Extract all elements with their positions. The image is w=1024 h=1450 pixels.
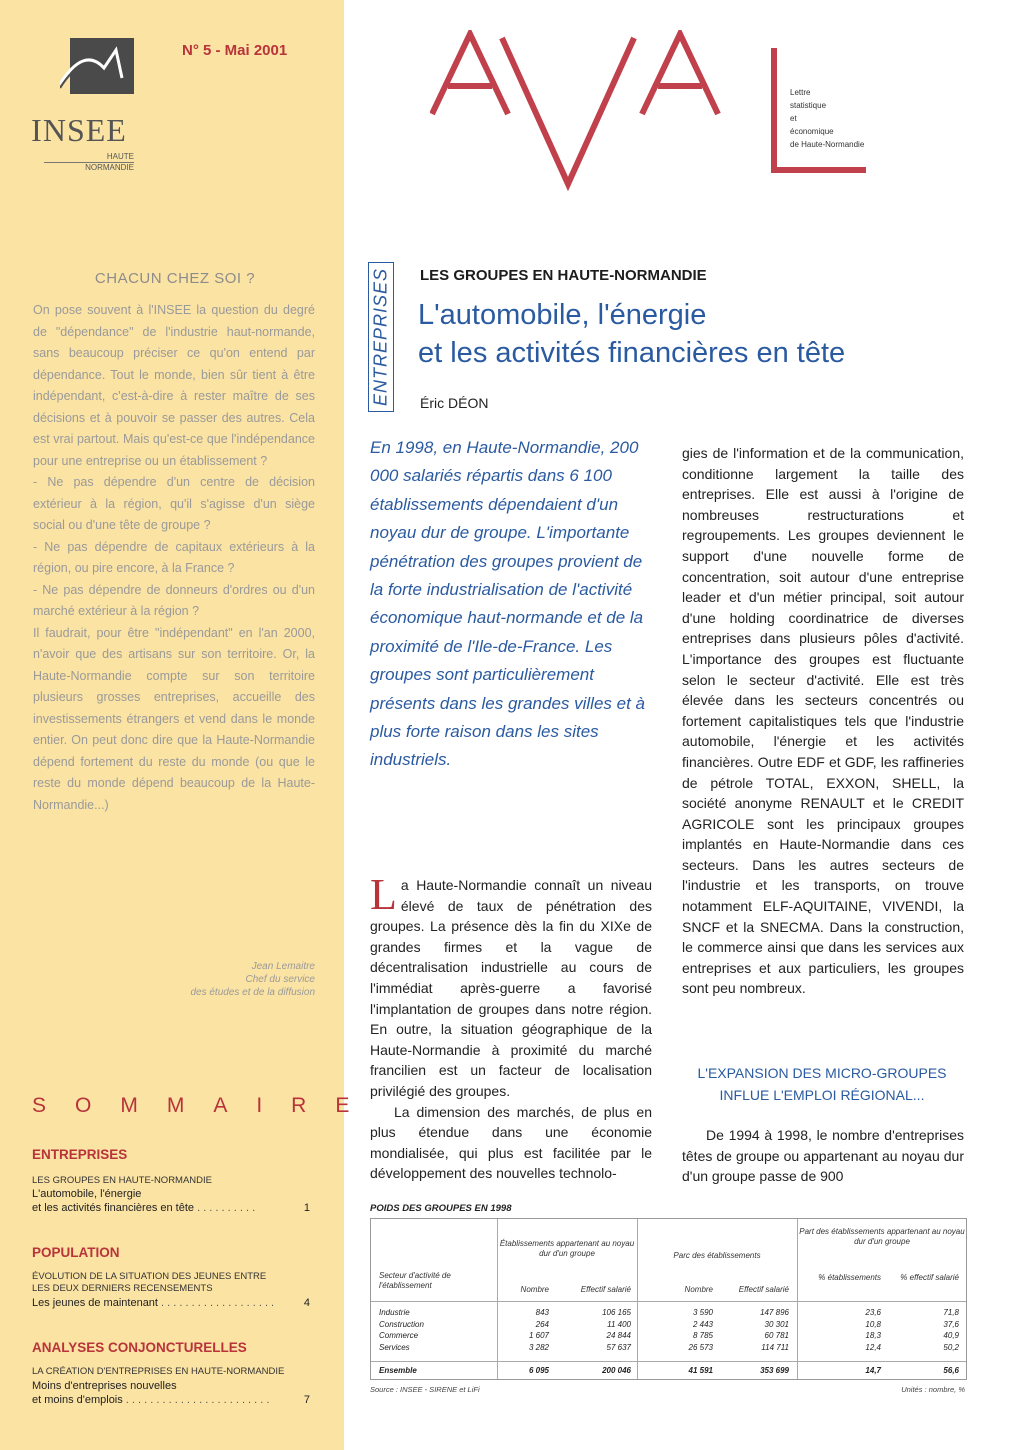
toc-section-population: POPULATION	[32, 1245, 120, 1260]
toc-subtitle: LA CRÉATION D'ENTREPRISES EN HAUTE-NORMANDIE	[32, 1366, 285, 1377]
article-kicker: LES GROUPES EN HAUTE-NORMANDIE	[420, 267, 707, 284]
tagline-line: et	[790, 114, 797, 123]
table-cell: 10,8	[865, 1319, 881, 1329]
table-cell: 200 046	[602, 1366, 631, 1375]
editorial-paragraph: Il faudrait, pour être "indépendant" en l'an 2000, n'avoir que des artisans sur son territoire. Or, la Haute-Normandie compte sur son territoire plusieurs grosses entreprises, accueille des investissements étrangers et vend dans le monde entier. On peut donc dire que la Haute-Normandie dépend fortement du reste du monde (ou que le reste du monde dépend beaucoup de la Haute-Normandie...)	[33, 625, 315, 812]
toc-entry-line[interactable]: L'automobile, l'énergie	[32, 1188, 142, 1200]
toc-page-number: 4	[303, 1297, 310, 1309]
section-title	[682, 1062, 962, 1106]
toc-entry-link[interactable]: Les jeunes de maintenant . . . . . . . . . . . . . . . . . . . 4	[32, 1297, 310, 1309]
table-row-label: Industrie	[379, 1308, 410, 1317]
editorial-paragraph: - Ne pas dépendre de capitaux extérieurs à la région, ou pire encore, à la France ?	[33, 539, 315, 575]
table-row-label: Services	[379, 1342, 410, 1352]
table-title: POIDS DES GROUPES EN 1998	[370, 1203, 512, 1214]
column-header: % établissements	[818, 1273, 881, 1282]
row-header-label: Secteur d'activité de l'établissement	[379, 1271, 451, 1290]
editorial-title: CHACUN CHEZ SOI ?	[94, 270, 256, 287]
table-cell: 114 711	[761, 1342, 789, 1352]
table-row-label: Commerce	[379, 1331, 419, 1340]
editorial-body	[33, 300, 315, 816]
column-group-header: Établissements appartenant au noyau dur d'un groupe	[499, 1239, 635, 1258]
table-cell: 11 400	[607, 1319, 631, 1329]
toc-entry-text: et les activités financières en tête	[32, 1202, 195, 1214]
article-paragraph: La dimension des marchés, de plus en plus étendue dans une économie mondialisée, qui plus est facilitée par le développement des nouvelles technolo-	[370, 1103, 652, 1182]
table-cell: 56,6	[943, 1366, 959, 1375]
signature-role: Chef du service	[245, 974, 315, 985]
article-paragraph: gies de l'information et de la communication, conditionne largement la taille des entreprises. Elle est aussi à l'origine de nombreuses restructurations et regroupements. Les groupes deviennent le support d'une nouvelle forme de concentration, soit autour d'une entreprise leader et d'un métier principal, soit autour d'une holding coordinatrice de diverses entreprises dans plusieurs pôles d'activité. L'importance des groupes est fluctuante selon le secteur d'activité. Elle est très élevée dans les secteurs concentrés ou fortement capitalistiques tels que l'industrie automobile, l'énergie et les activités financières. Outre EDF et GDF, les raffineries de pétrole TOTAL, EXXON, SHELL, la société anonyme RENAULT et le CREDIT AGRICOLE sont les principaux groupes implantés en Haute-Normandie dans ces secteurs. Dans les autres secteurs de l'industrie et les transports, on trouve notamment ELF-AQUITAINE, VIVENDI, la SNCF et la SNECMA. Dans la construction, le commerce ainsi que dans les services aux entreprises et aux particuliers, les groupes sont peu nombreux.	[682, 445, 964, 997]
drop-cap: L	[370, 870, 397, 919]
editorial-signature	[150, 960, 315, 999]
toc-subtitle: ÉVOLUTION DE LA SITUATION DES JEUNES ENTRE LES DEUX DERNIERS RECENSEMENTS	[32, 1271, 267, 1294]
toc-entry-line[interactable]: Moins d'entreprises nouvelles	[32, 1380, 177, 1392]
toc-entry-link[interactable]: et moins d'emplois . . . . . . . . . . . . . . . . . . . . . . . . 7	[32, 1394, 310, 1406]
table-cell: 3 282	[528, 1342, 549, 1352]
tagline-line: de Haute-Normandie	[790, 140, 865, 149]
table-cell: 264	[535, 1319, 549, 1329]
column-header: Effectif salarié	[738, 1285, 789, 1294]
toc-section-analyses: ANALYSES CONJONCTURELLES	[32, 1340, 247, 1355]
editorial-paragraph: - Ne pas dépendre de donneurs d'ordres ou d'un marché extérieur à la région ?	[33, 582, 315, 618]
article-lead: En 1998, en Haute-Normandie, 200 000 salariés répartis dans 6 100 établissements dépendaient d'un noyau dur de groupe. L'importante pénétration des groupes provient de la forte industrialisation de l'activité économique haut-normande et de la proximité de l'Ile-de-France. Les groupes sont particulièrement présents dans les grandes villes et à plus forte raison dans les sites industriels.	[370, 438, 645, 770]
toc-page-number: 1	[303, 1202, 310, 1214]
table-cell: 41 591	[688, 1366, 713, 1375]
table-row-label: Ensemble	[379, 1366, 417, 1375]
article-title	[418, 296, 978, 372]
table-cell: 50,2	[943, 1342, 959, 1352]
logo-region-1: HAUTE	[106, 152, 134, 161]
table-cell: 353 699	[760, 1366, 789, 1375]
table-cell: 6 095	[528, 1366, 549, 1375]
paragraph-text: a Haute-Normandie connaît un niveau élevé de taux de pénétration des groupes. La présence dès la fin du XIXe de grandes firmes et la vague de décentralisation industrielle au cours de l'immédiat après-guerre a favorisé l'implantation de groupes dans notre région. En outre, la situation géographique de la Haute-Normandie à proximité du marché francilien est un facteur de localisation privilégié des groupes.	[370, 877, 652, 1099]
table-cell: 106 165	[602, 1308, 631, 1317]
sommaire-title: SOMMAIRE	[32, 1094, 379, 1117]
table-cell: 18,3	[865, 1331, 881, 1340]
article-column-2	[682, 443, 964, 999]
title-line: L'automobile, l'énergie	[418, 299, 707, 331]
editorial-paragraph: On pose souvent à l'INSEE la question du degré de "dépendance" de l'industrie haut-normande, sans beaucoup préciser ce qu'on entend par dépendance. Tout le monde, bien sûr tient à être indépendant, c'est-à-dire à rester maître de ses décisions et à pouvoir se passer des autres. Cela est vrai partout. Mais qu'est-ce que l'indépendance pour une entreprise ou un établissement ?	[33, 303, 315, 468]
toc-subtitle: LES GROUPES EN HAUTE-NORMANDIE	[32, 1175, 212, 1186]
title-line: et les activités financières en tête	[418, 337, 846, 369]
table-cell: 843	[535, 1308, 549, 1317]
article-paragraph	[370, 870, 652, 1102]
toc-section-entreprises: ENTREPRISES	[32, 1147, 128, 1162]
table-cell: 2 443	[692, 1319, 713, 1329]
tagline-line: Lettre	[790, 88, 811, 97]
insee-logo-text: INSEE	[31, 112, 127, 148]
data-table	[370, 1218, 967, 1380]
issue-number: N° 5 - Mai 2001	[182, 42, 288, 59]
table-cell: 57 637	[606, 1342, 631, 1352]
signature-name: Jean Lemaitre	[251, 961, 315, 972]
toc-entry-link[interactable]: et les activités financières en tête . . . . . . . . . . 1	[32, 1202, 310, 1214]
table-cell: 71,8	[943, 1308, 959, 1317]
table-divider	[371, 1301, 966, 1302]
article-column-1	[370, 870, 652, 1184]
article-author: Éric DÉON	[420, 395, 489, 411]
rubric-tab	[368, 262, 394, 412]
table-cell: 1 607	[528, 1331, 549, 1340]
insee-logo	[24, 34, 144, 179]
table-cell: 24 844	[606, 1331, 631, 1340]
column-group-header: Parc des établissements	[673, 1251, 761, 1260]
table-units: Unités : nombre, %	[901, 1385, 965, 1394]
column-header: Nombre	[520, 1285, 549, 1294]
signature-dept: des études et de la diffusion	[190, 987, 315, 998]
table-cell: 12,4	[865, 1342, 881, 1352]
logo-region-2: NORMANDIE	[44, 162, 134, 172]
table-cell: 60 781	[764, 1331, 789, 1340]
column-header: % effectif salarié	[900, 1273, 959, 1282]
article-column-2-continued	[682, 1125, 964, 1187]
table-cell: 3 590	[692, 1308, 713, 1317]
editorial-paragraph: - Ne pas dépendre d'un centre de décision extérieur à la région, qu'il s'agisse d'un siège social ou d'une tête de groupe ?	[33, 475, 315, 532]
table-divider	[637, 1219, 638, 1379]
table-source: Source : INSEE - SIRENE et LiFi	[370, 1385, 480, 1394]
toc-entry-text: et moins d'emplois	[32, 1394, 123, 1406]
column-header: Nombre	[684, 1285, 713, 1294]
section-title-line: INFLUE L'EMPLOI RÉGIONAL...	[719, 1087, 925, 1103]
table-cell: 30 301	[764, 1319, 789, 1329]
table-divider	[371, 1361, 966, 1362]
section-title-line: L'EXPANSION DES MICRO-GROUPES	[697, 1065, 947, 1081]
toc-entry-text: Les jeunes de maintenant	[32, 1297, 158, 1309]
column-group-header: Part des établissements appartenant au noyau dur d'un groupe	[799, 1227, 965, 1246]
column-header: Effectif salarié	[580, 1285, 631, 1294]
tagline-line: économique	[790, 127, 834, 136]
table-cell: 40,9	[943, 1331, 959, 1340]
table-cell: 8 785	[692, 1331, 713, 1340]
table-row-label: Construction	[379, 1319, 424, 1329]
insee-logo-mark-icon	[60, 38, 134, 94]
masthead-tagline	[790, 86, 864, 151]
table-cell: 37,6	[943, 1319, 959, 1329]
table-cell: 14,7	[865, 1366, 881, 1375]
table-cell: 147 896	[760, 1308, 789, 1317]
table-cell: 26 573	[688, 1342, 713, 1352]
table-cell: 23,6	[865, 1308, 881, 1317]
toc-page-number: 7	[303, 1394, 310, 1406]
tagline-line: statistique	[790, 101, 827, 110]
article-paragraph: De 1994 à 1998, le nombre d'entreprises têtes de groupe ou appartenant au noyau dur d'un groupe passe de 900	[682, 1127, 964, 1185]
rubric-label: ENTREPRISES	[370, 267, 391, 407]
